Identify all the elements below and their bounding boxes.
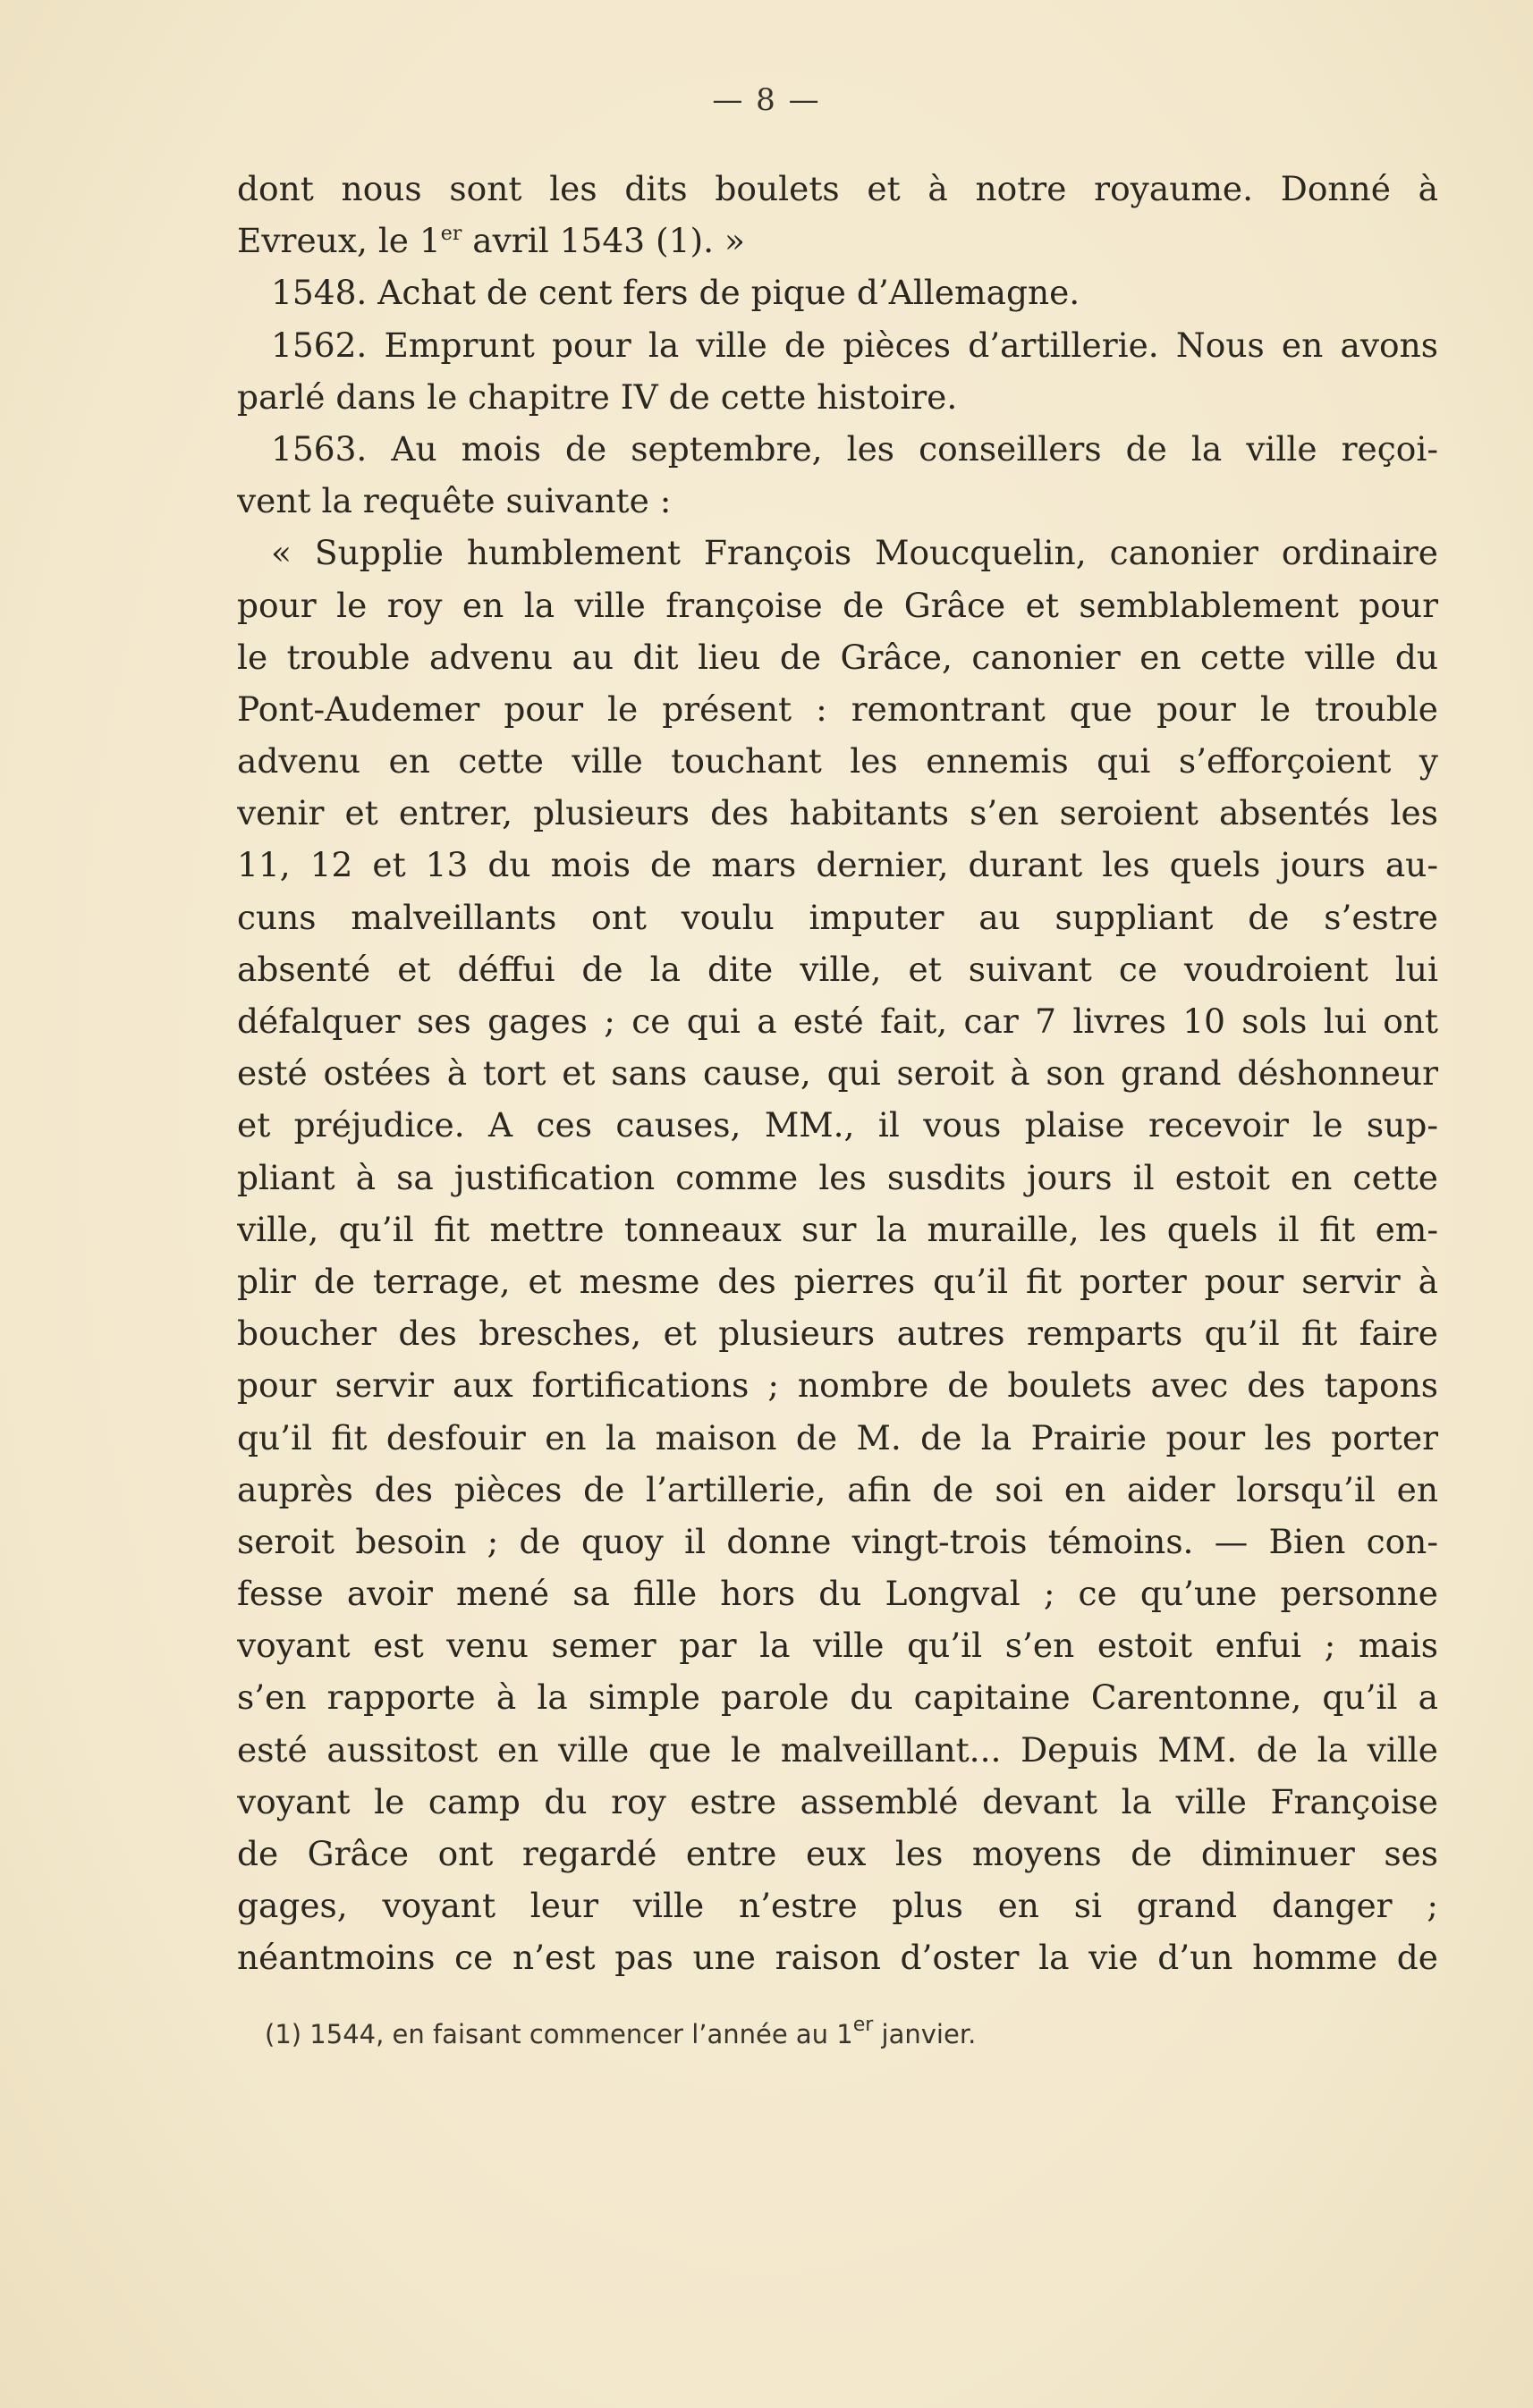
body-text [237,163,1438,1984]
footnote-text-post: janvier. [873,2019,977,2049]
text-line: esté ostées à tort et sans cause, qui seroit à son grand déshonneur [237,1053,1438,1094]
text-line: le trouble advenu au dit lieu de Grâce, canonier en cette ville du [237,637,1438,677]
text-line: esté aussitost en ville que le malveillant... Depuis MM. de la ville [237,1729,1438,1770]
text-line: gages, voyant leur ville n’estre plus en si grand danger ; [237,1886,1438,1926]
superscript: er [440,223,462,246]
text-line: pour le roy en la ville françoise de Grâce et semblablement pour [237,585,1438,625]
footnote-text-pre: (1) 1544, en faisant commencer l’année au 1 [265,2019,853,2049]
text-line: vent la requête suivante : [237,481,672,521]
text-line: « Supplie humblement François Moucquelin, canonier ordinaire [271,533,1438,573]
footnote [265,2014,1338,2049]
text-line: et préjudice. A ces causes, MM., il vous plaise recevoir le sup- [237,1105,1438,1145]
text-line: s’en rapporte à la simple parole du capitaine Carentonne, qu’il a [237,1677,1438,1718]
text-line: plir de terrage, et mesme des pierres qu’il fit porter pour servir à [237,1261,1438,1301]
page-number: — 8 — [712,82,821,118]
text-line: venir et entrer, plusieurs des habitants s’en seroient absentés les [237,793,1438,833]
text-line: ville, qu’il fit mettre tonneaux sur la muraille, les quels il fit em- [237,1209,1438,1249]
text-line: défalquer ses gages ; ce qui a esté fait, car 7 livres 10 sols lui ont [237,1001,1438,1041]
text-line: de Grâce ont regardé entre eux les moyens de diminuer ses [237,1834,1438,1873]
text-line: auprès des pièces de l’artillerie, afin de soi en aider lorsqu’il en [237,1469,1438,1509]
text-line: fesse avoir mené sa fille hors du Longval ; ce qu’une personne [237,1574,1438,1614]
text-line: seroit besoin ; de quoy il donne vingt-trois témoins. — Bien con- [237,1521,1438,1561]
text-line-post: avril 1543 (1). » [462,221,745,261]
text-line: absenté et déffui de la dite ville, et suivant ce voudroient lui [237,949,1438,989]
text-line: pliant à sa justification comme les susdits jours il estoit en cette [237,1157,1438,1197]
text-line: cuns malveillants ont voulu imputer au suppliant de s’estre [237,897,1438,937]
text-line [237,215,1438,266]
text-line: 1563. Au mois de septembre, les conseillers de la ville reçoi- [271,428,1438,469]
text-line: voyant est venu semer par la ville qu’il s’en estoit enfui ; mais [237,1626,1438,1666]
text-line-pre: Evreux, le 1 [237,221,441,261]
text-line: voyant le camp du roy estre assemblé devant la ville Françoise [237,1781,1438,1821]
text-line: qu’il fit desfouir en la maison de M. de la Prairie pour les porter [237,1417,1438,1457]
text-line: Pont-Audemer pour le présent : remontrant que pour le trouble [237,689,1438,729]
text-line: 11, 12 et 13 du mois de mars dernier, durant les quels jours au- [237,845,1438,885]
text-line: néantmoins ce n’est pas une raison d’oster la vie d’un homme de [237,1938,1438,1978]
footnote-superscript: er [852,2014,874,2036]
text-line: 1548. Achat de cent fers de pique d’Allemagne. [271,273,1080,313]
text-line: advenu en cette ville touchant les ennemis qui s’efforçoient y [237,741,1438,782]
text-line: boucher des bresches, et plusieurs autres remparts qu’il fit faire [237,1314,1438,1354]
text-line: pour servir aux fortifications ; nombre de boulets avec des tapons [237,1365,1438,1406]
text-line: dont nous sont les dits boulets et à notre royaume. Donné à [237,169,1438,208]
text-line: parlé dans le chapitre IV de cette histoire. [237,376,958,417]
text-line: 1562. Emprunt pour la ville de pièces d’artillerie. Nous en avons [271,325,1438,365]
